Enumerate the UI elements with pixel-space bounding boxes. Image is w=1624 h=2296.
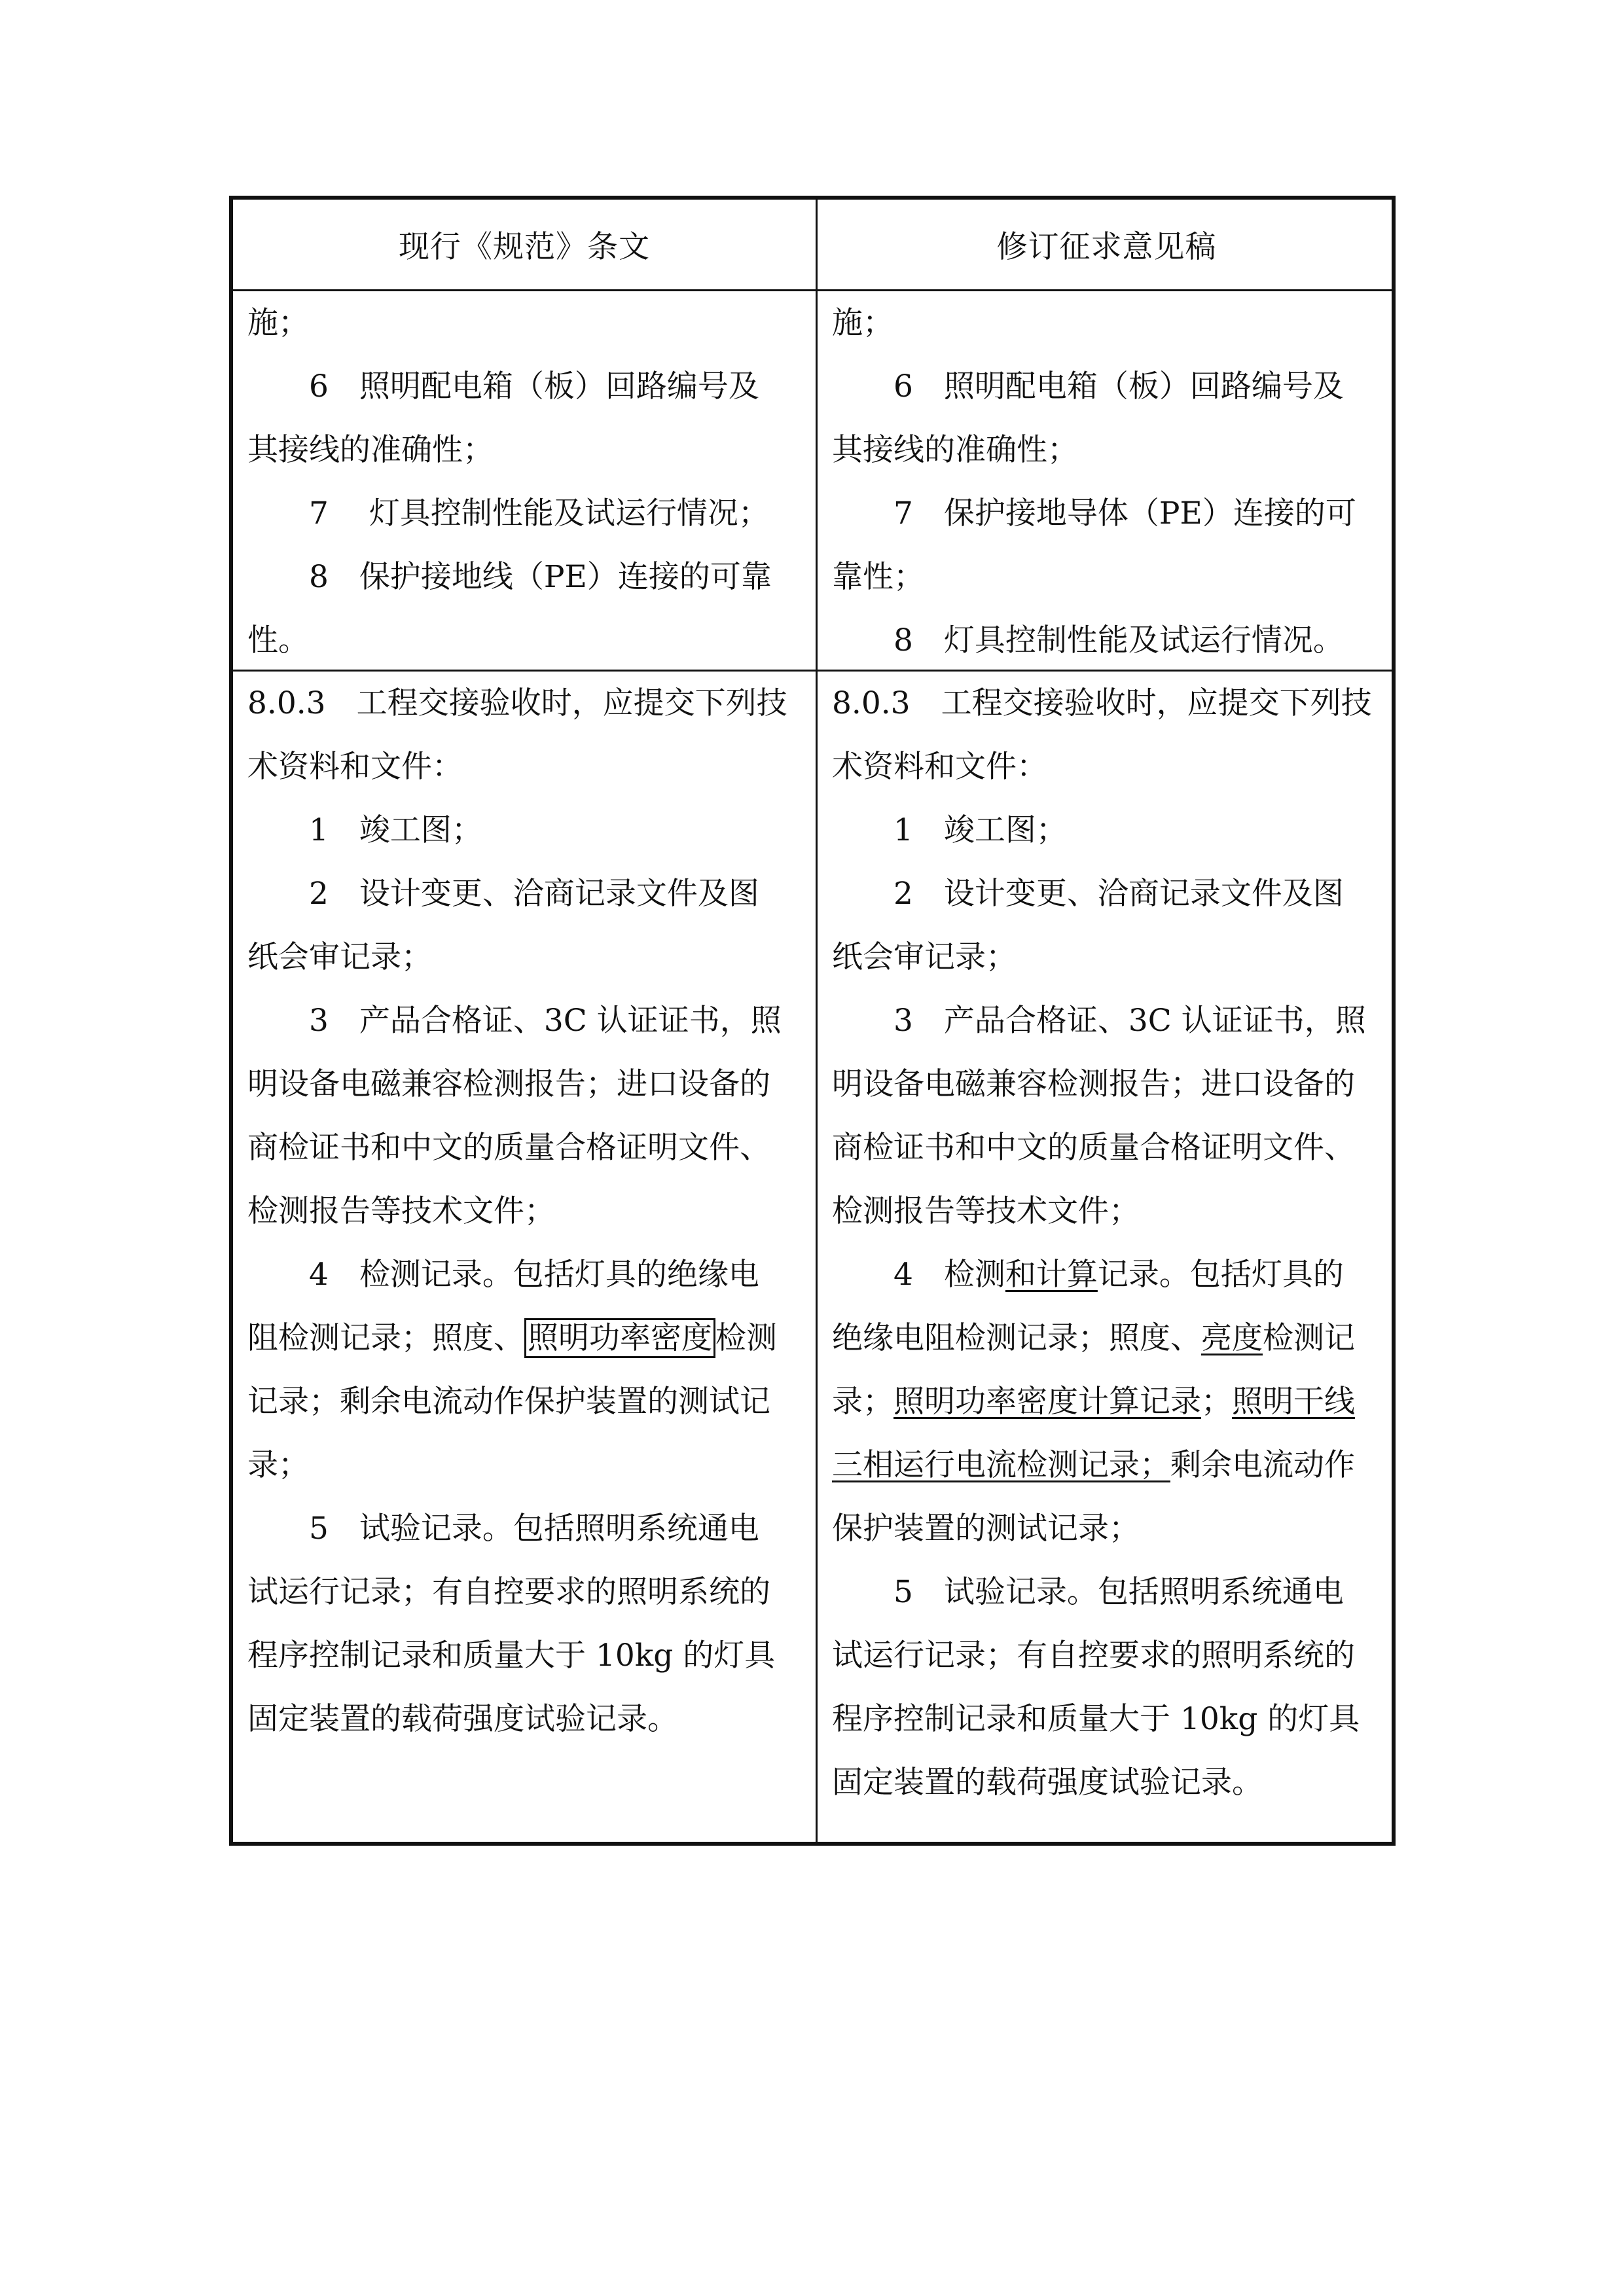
text-line: 明设备电磁兼容检测报告；进口设备的 (832, 1066, 1355, 1102)
text-line: 固定装置的载荷强度试验记录。 (247, 1701, 678, 1737)
text-line: 试运行记录；有自控要求的照明系统的 (832, 1638, 1355, 1674)
text-line: 2 设计变更、洽商记录文件及图 (309, 876, 759, 912)
text-line: 5 试验记录。包括照明系统通电 (893, 1574, 1344, 1610)
text-line: 8.0.3 工程交接验收时，应提交下列技 (832, 685, 1372, 721)
text-line: 保护装置的测试记录； (832, 1511, 1140, 1547)
text-line: 8.0.3 工程交接验收时，应提交下列技 (247, 685, 787, 721)
row2-left-cell (233, 672, 816, 1751)
text-line: 施； (247, 305, 309, 341)
text-segment: ； (1201, 1384, 1232, 1420)
text-line: 1 竣工图； (893, 812, 1067, 848)
underlined-insertion: 亮度 (1201, 1320, 1263, 1356)
header-revision-draft: 修订征求意见稿 (996, 229, 1217, 265)
text-segment: 阻检测记录；照度、 (247, 1320, 524, 1356)
text-segment: 4 检测 (893, 1257, 1005, 1293)
text-segment: 剩余电流动作 (1170, 1447, 1355, 1483)
text-line: 试运行记录；有自控要求的照明系统的 (247, 1574, 770, 1610)
text-line (832, 1243, 1382, 1306)
row1-left-cell (233, 291, 816, 672)
text-line: 7 灯具控制性能及试运行情况； (309, 495, 769, 531)
text-line: 施； (832, 305, 893, 341)
text-line: 2 设计变更、洽商记录文件及图 (893, 876, 1344, 912)
text-line: 6 照明配电箱（板）回路编号及 (309, 368, 759, 404)
text-line: 3 产品合格证、3C 认证证书，照 (893, 1003, 1366, 1039)
text-line: 8 保护接地线（PE）连接的可靠 (309, 559, 772, 595)
text-line: 性。 (247, 622, 309, 658)
text-line: 术资料和文件： (247, 749, 463, 785)
text-line: 录； (247, 1447, 309, 1483)
text-segment: 绝缘电阻检测记录；照度、 (832, 1320, 1201, 1356)
underlined-insertion: 照明功率密度计算记录 (893, 1384, 1201, 1420)
text-line: 固定装置的载荷强度试验记录。 (832, 1765, 1263, 1801)
text-line: 1 竣工图； (309, 812, 482, 848)
text-line: 5 试验记录。包括照明系统通电 (309, 1511, 759, 1547)
underlined-insertion: 照明干线 (1232, 1384, 1355, 1420)
boxed-term: 照明功率密度 (524, 1318, 715, 1358)
row1-right-cell (818, 291, 1396, 672)
text-line: 检测报告等技术文件； (832, 1193, 1140, 1229)
text-segment: 记录。包括灯具的 (1097, 1257, 1344, 1293)
text-line: 检测报告等技术文件； (247, 1193, 555, 1229)
text-line: 6 照明配电箱（板）回路编号及 (893, 368, 1344, 404)
text-line: 明设备电磁兼容检测报告；进口设备的 (247, 1066, 770, 1102)
text-line (832, 1370, 1382, 1433)
text-line: 记录；剩余电流动作保护装置的测试记 (247, 1384, 770, 1420)
text-line: 4 检测记录。包括灯具的绝缘电 (309, 1257, 759, 1293)
text-line: 商检证书和中文的质量合格证明文件、 (832, 1130, 1355, 1166)
text-line: 8 灯具控制性能及试运行情况。 (893, 622, 1344, 658)
text-line: 其接线的准确性； (247, 432, 494, 468)
text-line: 7 保护接地导体（PE）连接的可 (893, 495, 1356, 531)
header-current-clauses: 现行《规范》条文 (399, 229, 650, 265)
text-segment: 检测记 (1263, 1320, 1355, 1356)
text-line: 程序控制记录和质量大于 10kg 的灯具 (247, 1638, 776, 1674)
text-line: 3 产品合格证、3C 认证证书，照 (309, 1003, 782, 1039)
text-segment: 检测 (715, 1320, 777, 1356)
text-line: 其接线的准确性； (832, 432, 1078, 468)
text-line: 纸会审记录； (247, 939, 432, 975)
text-line: 程序控制记录和质量大于 10kg 的灯具 (832, 1701, 1360, 1737)
text-segment: 录； (832, 1384, 893, 1420)
text-line (832, 1433, 1382, 1497)
comparison-table (229, 196, 1396, 1846)
underlined-insertion: 和计算 (1005, 1257, 1098, 1293)
text-line (247, 1306, 803, 1370)
text-line: 靠性； (832, 559, 924, 595)
row2-right-cell (818, 672, 1396, 1814)
text-line: 术资料和文件： (832, 749, 1047, 785)
text-line: 纸会审记录； (832, 939, 1017, 975)
text-line: 商检证书和中文的质量合格证明文件、 (247, 1130, 770, 1166)
underlined-insertion: 三相运行电流检测记录； (832, 1447, 1170, 1483)
text-line (832, 1306, 1382, 1370)
